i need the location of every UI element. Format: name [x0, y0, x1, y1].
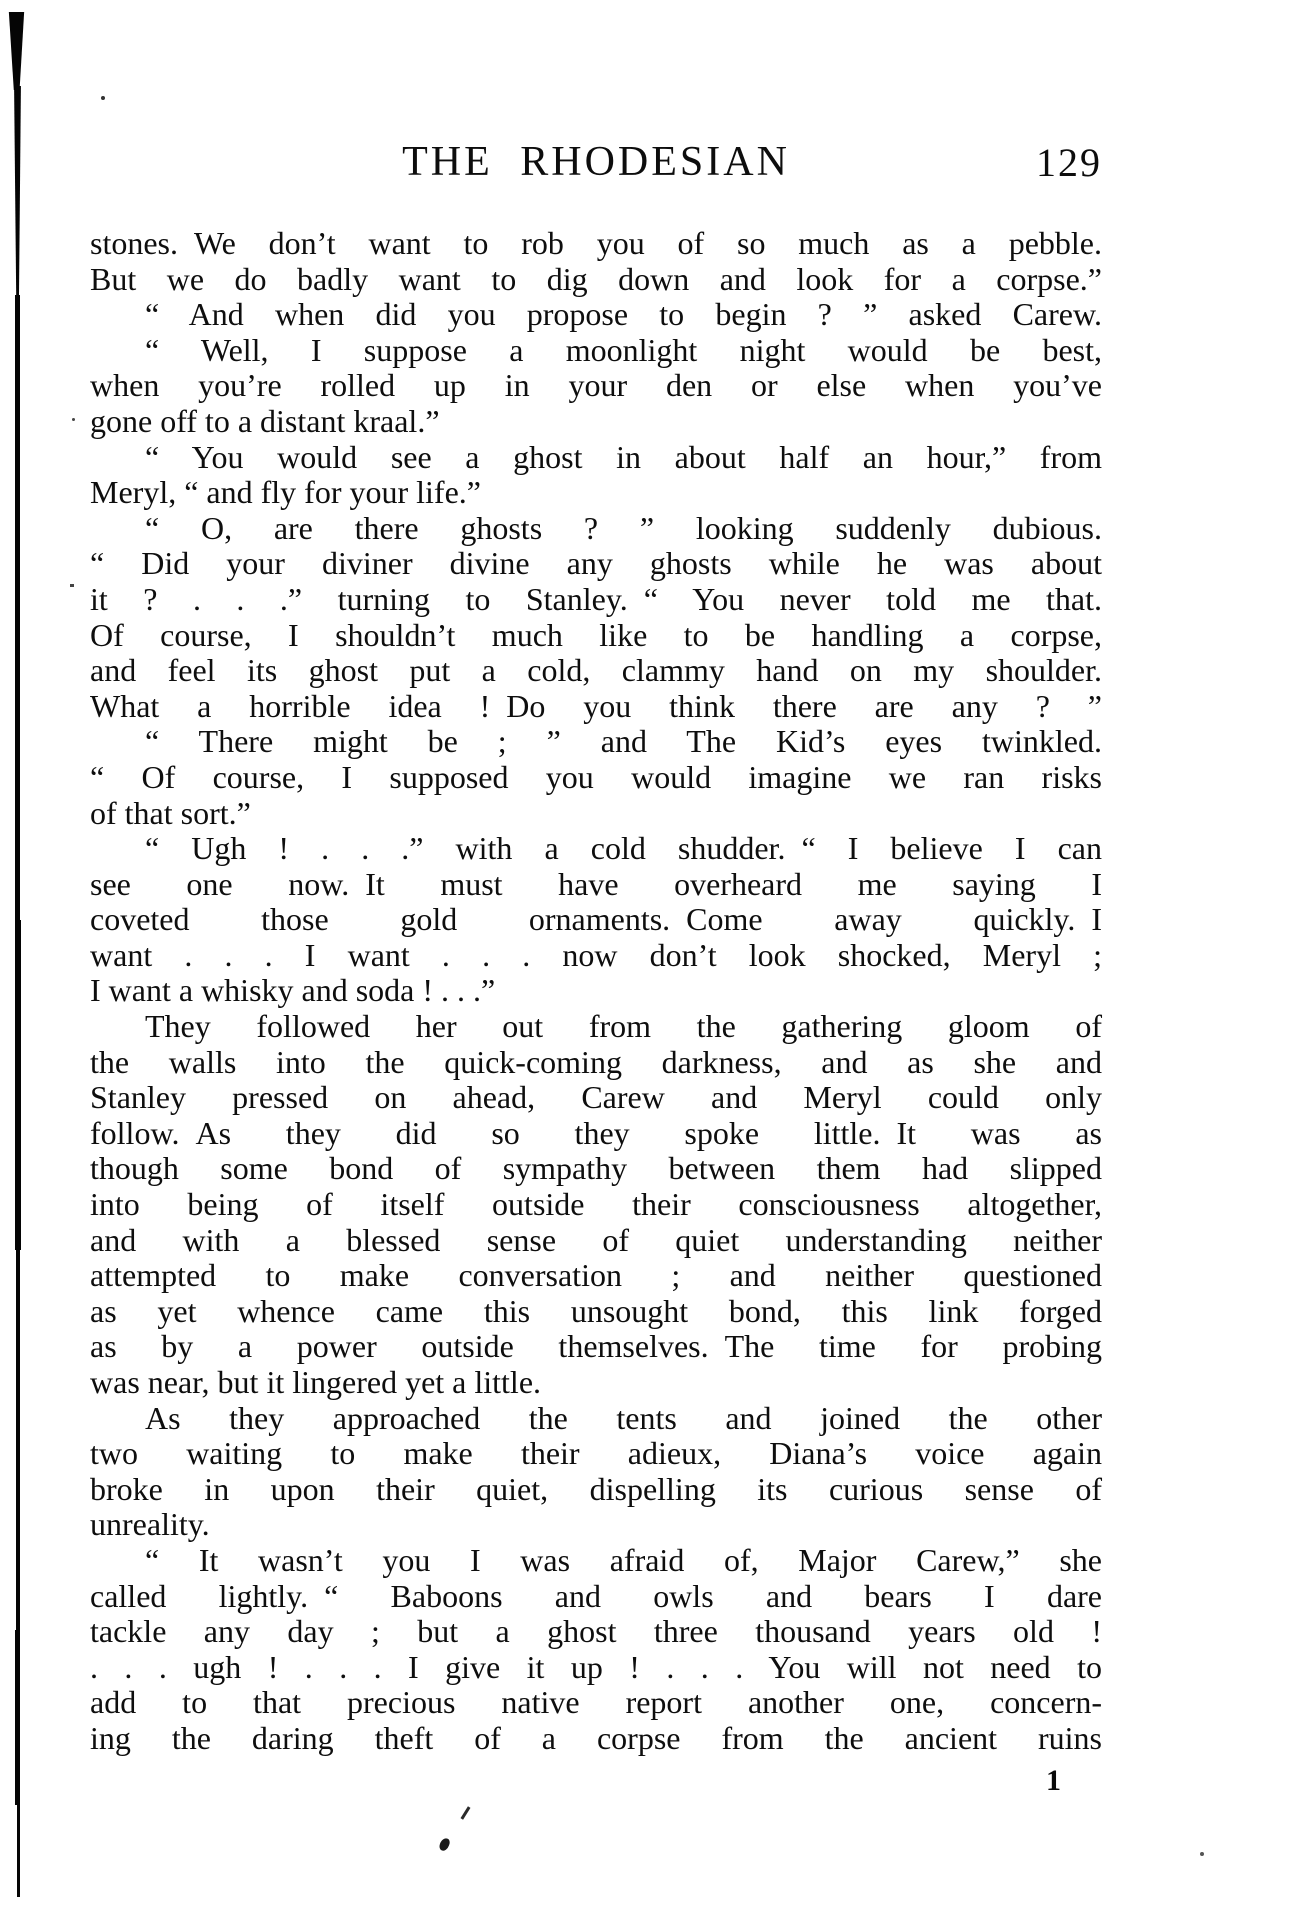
text-line: tackle any day ; but a ghost three thousand years old ! [90, 1613, 1102, 1650]
text-line: and feel its ghost put a cold, clammy hand on my shoulder. [90, 652, 1102, 689]
binding-edge-segment [16, 1248, 20, 1633]
text-line: though some bond of sympathy between them had slipped [90, 1150, 1102, 1187]
text-line: “ Of course, I supposed you would imagine we ran risks [90, 758, 1102, 795]
text-line: Stanley pressed on ahead, Carew and Meryl could only [90, 1079, 1102, 1116]
text-line: What a horrible idea ! Do you think there are any ? ” [90, 687, 1102, 724]
text-line: “ Ugh ! . . .” with a cold shudder. “ I believe I can [145, 830, 1102, 867]
text-line: add to that precious native report another one, concern- [90, 1684, 1102, 1721]
text-line: Of course, I shouldn’t much like to be handling a corpse, [90, 616, 1102, 653]
ink-speck [101, 96, 105, 100]
binding-edge-segment [15, 1630, 20, 1805]
text-line: follow. As they did so they spoke little. It was as [90, 1114, 1102, 1151]
page-header [90, 138, 1102, 190]
binding-edge-segment [17, 1802, 20, 1897]
ink-speck [438, 1837, 451, 1852]
text-line: as by a power outside themselves. The time for probing [90, 1328, 1102, 1365]
text-line: gone off to a distant kraal.” [90, 402, 440, 439]
binding-edge-segment [15, 295, 20, 925]
text-line: want . . . I want . . . now don’t look shocked, Meryl ; [90, 936, 1102, 973]
text-line: was near, but it lingered yet a little. [90, 1364, 542, 1400]
text-line: “ There might be ; ” and The Kid’s eyes twinkled. [145, 723, 1102, 760]
text-line: it ? . . .” turning to Stanley. “ You never told me that. [90, 580, 1102, 617]
text-line: ing the daring theft of a corpse from the ancient ruins [90, 1719, 1102, 1756]
text-line: “ O, are there ghosts ? ” looking suddenly dubious. [145, 509, 1102, 546]
ink-speck [461, 1806, 471, 1819]
text-line: into being of itself outside their consciousness altogether, [90, 1186, 1102, 1223]
text-line: and with a blessed sense of quiet understanding neither [90, 1221, 1102, 1258]
text-line: when you’re rolled up in your den or else when you’ve [90, 367, 1102, 404]
page-body [90, 226, 1102, 1757]
ink-speck [72, 418, 75, 421]
running-title: THE RHODESIAN [402, 139, 790, 185]
text-line: “ Well, I suppose a moonlight night would be best, [145, 331, 1102, 368]
binding-edge-segment [15, 920, 21, 1250]
text-line: unreality. [90, 1506, 210, 1543]
ink-speck [1200, 1852, 1204, 1856]
signature-mark: 1 [1046, 1764, 1062, 1797]
text-line: Meryl, “ and fly for your life.” [90, 474, 481, 511]
text-line: They followed her out from the gathering gloom of [145, 1008, 1102, 1045]
text-line: stones. We don’t want to rob you of so much as a pebble. [90, 225, 1102, 261]
binding-edge-segment [13, 86, 22, 301]
text-line: called lightly. “ Baboons and owls and bears I dare [90, 1577, 1102, 1614]
text-line: as yet whence came this unsought bond, this link forged [90, 1292, 1102, 1329]
text-line: of that sort.” [90, 794, 251, 831]
text-line: see one now. It must have overheard me saying I [90, 865, 1102, 902]
text-line: As they approached the tents and joined the other [145, 1399, 1102, 1436]
text-line: But we do badly want to dig down and look for a corpse.” [90, 260, 1102, 297]
text-line: broke in upon their quiet, dispelling its curious sense of [90, 1470, 1102, 1507]
text-line: I want a whisky and soda ! . . .” [90, 972, 496, 1009]
text-line: “ You would see a ghost in about half an hour,” from [145, 438, 1102, 475]
text-line: the walls into the quick-coming darkness, and as she and [90, 1043, 1102, 1080]
text-line: “ It wasn’t you I was afraid of, Major Carew,” she [145, 1541, 1102, 1578]
text-line: attempted to make conversation ; and neither questioned [90, 1257, 1102, 1294]
text-line: two waiting to make their adieux, Diana’s voice again [90, 1435, 1102, 1472]
text-line: coveted those gold ornaments. Come away quickly. I [90, 901, 1102, 938]
ink-speck [70, 584, 74, 587]
binding-edge-segment [8, 12, 25, 90]
text-line: “ Did your diviner divine any ghosts while he was about [90, 545, 1102, 582]
text-line: . . . ugh ! . . . I give it up ! . . . You will not need to [90, 1648, 1102, 1685]
page-number: 129 [1036, 140, 1102, 185]
text-line: “ And when did you propose to begin ? ” asked Carew. [145, 296, 1102, 333]
